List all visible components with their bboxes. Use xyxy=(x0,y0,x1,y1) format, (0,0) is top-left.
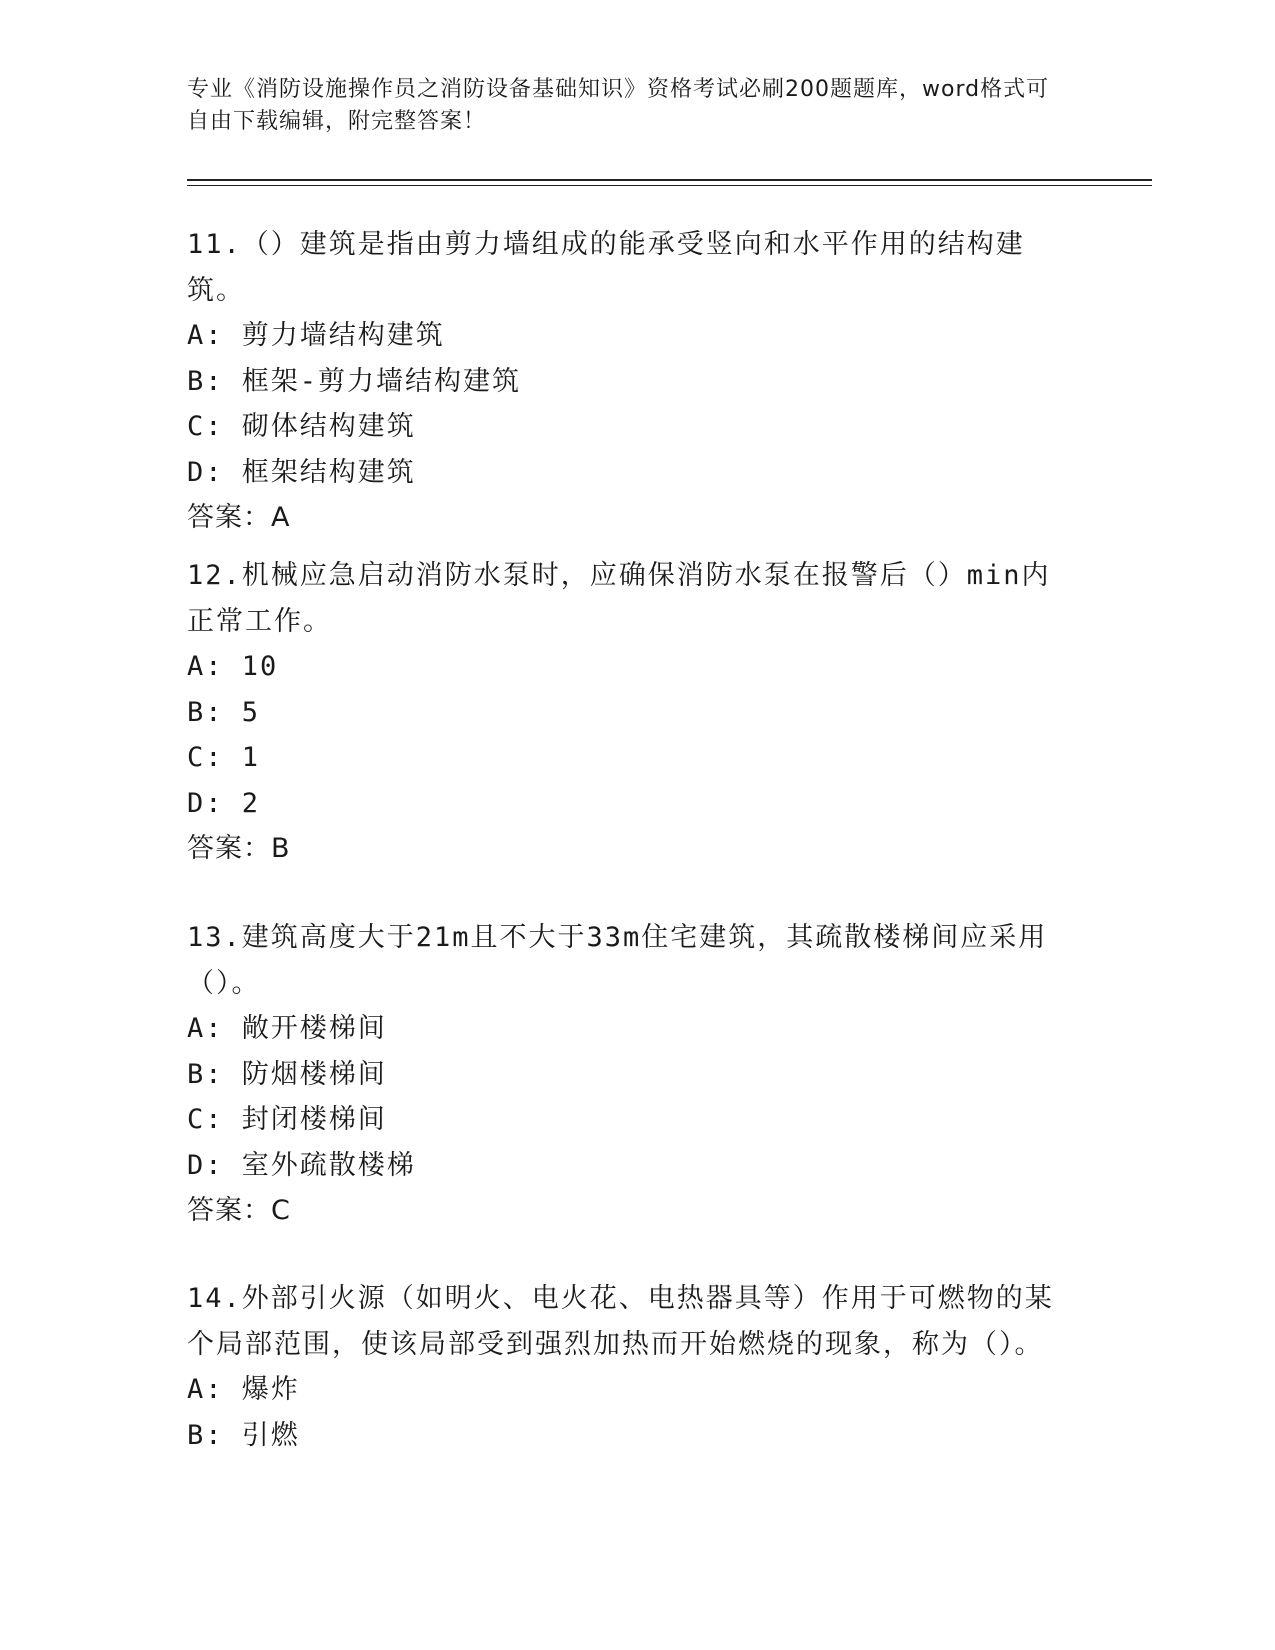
question-13 xyxy=(187,915,1067,1234)
document-header: 专业《消防设施操作员之消防设备基础知识》资格考试必刷200题题库，word格式可自由下载编辑，附完整答案！ xyxy=(187,77,1050,134)
option-b: B: 框架-剪力墙结构建筑 xyxy=(187,365,522,397)
option-a: A: 爆炸 xyxy=(187,1374,300,1405)
option-a: A: 10 xyxy=(187,651,279,682)
question-14 xyxy=(187,1276,1067,1458)
option-d: D: 室外疏散楼梯 xyxy=(187,1149,416,1181)
question-stem: 13.建筑高度大于21m且不大于33m住宅建筑，其疏散楼梯间应采用（）。 xyxy=(187,922,1048,999)
option-a: A: 敞开楼梯间 xyxy=(187,1013,387,1044)
question-stem: 14.外部引火源（如明火、电火花、电热器具等）作用于可燃物的某个局部范围，使该局部受到强烈加热而开始燃烧的现象，称为（）。 xyxy=(187,1283,1054,1360)
question-stem: 11.（）建筑是指由剪力墙组成的能承受竖向和水平作用的结构建筑。 xyxy=(187,229,1025,306)
option-c: C: 封闭楼梯间 xyxy=(187,1104,387,1135)
option-c: C: 1 xyxy=(187,742,261,773)
question-11 xyxy=(187,222,1067,541)
answer: 答案：A xyxy=(187,502,291,533)
answer: 答案：B xyxy=(187,833,291,864)
option-d: D: 框架结构建筑 xyxy=(187,456,416,488)
option-b: B: 防烟楼梯间 xyxy=(187,1058,387,1090)
question-stem: 12.机械应急启动消防水泵时，应确保消防水泵在报警后（）min内正常工作。 xyxy=(187,560,1051,637)
option-b: B: 引燃 xyxy=(187,1419,300,1451)
option-b: B: 5 xyxy=(187,696,261,728)
option-c: C: 砌体结构建筑 xyxy=(187,411,416,442)
answer: 答案：C xyxy=(187,1195,291,1226)
question-12 xyxy=(187,553,1067,872)
option-d: D: 2 xyxy=(187,787,261,819)
header-divider-thin xyxy=(187,185,1152,186)
option-a: A: 剪力墙结构建筑 xyxy=(187,320,445,351)
header-divider xyxy=(187,179,1152,181)
